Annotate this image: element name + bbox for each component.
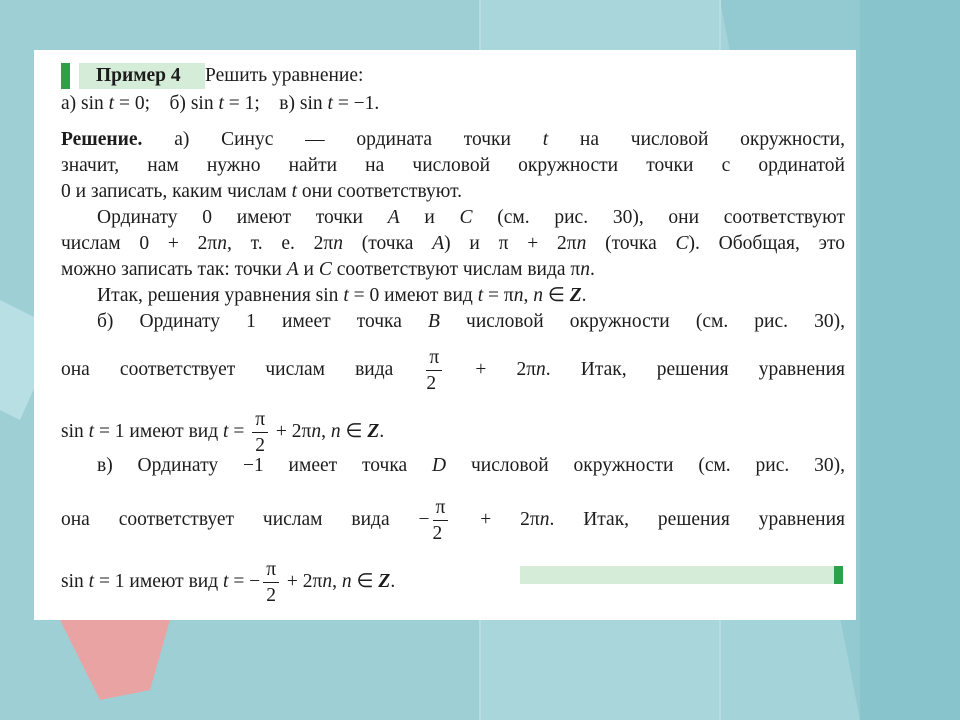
fraction-pi-over-2: $\frac{\pi}{2}$ bbox=[426, 348, 442, 393]
solution-line-3: 0 и записать, каким числам t они соответствуют. bbox=[61, 181, 463, 202]
solution-line-7: Итак, решения уравнения sin t = 0 имеют вид t = πn, n ∈ Z. bbox=[97, 285, 587, 306]
solution-line-11: в) Ординату −1 имеет точка D числовой окружности (см. рис. 30), bbox=[97, 455, 845, 476]
end-marker bbox=[834, 566, 843, 584]
solution-line-12: она соответствует числам вида − $\frac{\pi}{2}$ + 2πn. Итак, решения уравнения bbox=[61, 497, 846, 544]
solution-line-2: значит, нам нужно найти на числовой окружности точки с ординатой bbox=[61, 155, 845, 176]
solution-line-10: sin t = 1 имеют вид t = $\frac{\pi}{2}$ + 2πn, n ∈ Z. bbox=[61, 409, 385, 456]
example-task: Решить уравнение: bbox=[205, 65, 364, 86]
solution-line-1: Решение. а) Синус — ордината точки t на числовой окружности, bbox=[61, 129, 845, 150]
solution-line-5: числам 0 + 2πn, т. е. 2πn (точка A) и π + 2πn (точка C). Обобщая, это bbox=[61, 233, 845, 254]
solution-line-9: она соответствует числам вида $\frac{\pi}{2}$ + 2πn. Итак, решения уравнения bbox=[61, 347, 846, 394]
fraction-pi-over-2: $\frac{\pi}{2}$ bbox=[263, 560, 279, 605]
end-bar bbox=[520, 566, 834, 584]
fraction-pi-over-2: $\frac{\pi}{2}$ bbox=[252, 410, 268, 455]
solution-line-8: б) Ординату 1 имеет точка B числовой окружности (см. рис. 30), bbox=[97, 311, 845, 332]
textbook-page bbox=[34, 50, 856, 620]
example-header bbox=[96, 64, 363, 88]
solution-line-4: Ординату 0 имеют точки A и C (см. рис. 30), они соответствуют bbox=[97, 207, 846, 228]
example-equations: а) sin t = 0; б) sin t = 1; в) sin t = −1. bbox=[61, 93, 380, 114]
example-marker bbox=[61, 63, 70, 89]
fraction-pi-over-2: $\frac{\pi}{2}$ bbox=[433, 498, 449, 543]
example-label: Пример 4 bbox=[96, 65, 181, 86]
solution-line-13: sin t = 1 имеют вид t = − $\frac{\pi}{2}$ + 2πn, n ∈ Z. bbox=[61, 559, 396, 606]
solution-line-6: можно записать так: точки A и C соответствуют числам вида πn. bbox=[61, 259, 595, 280]
